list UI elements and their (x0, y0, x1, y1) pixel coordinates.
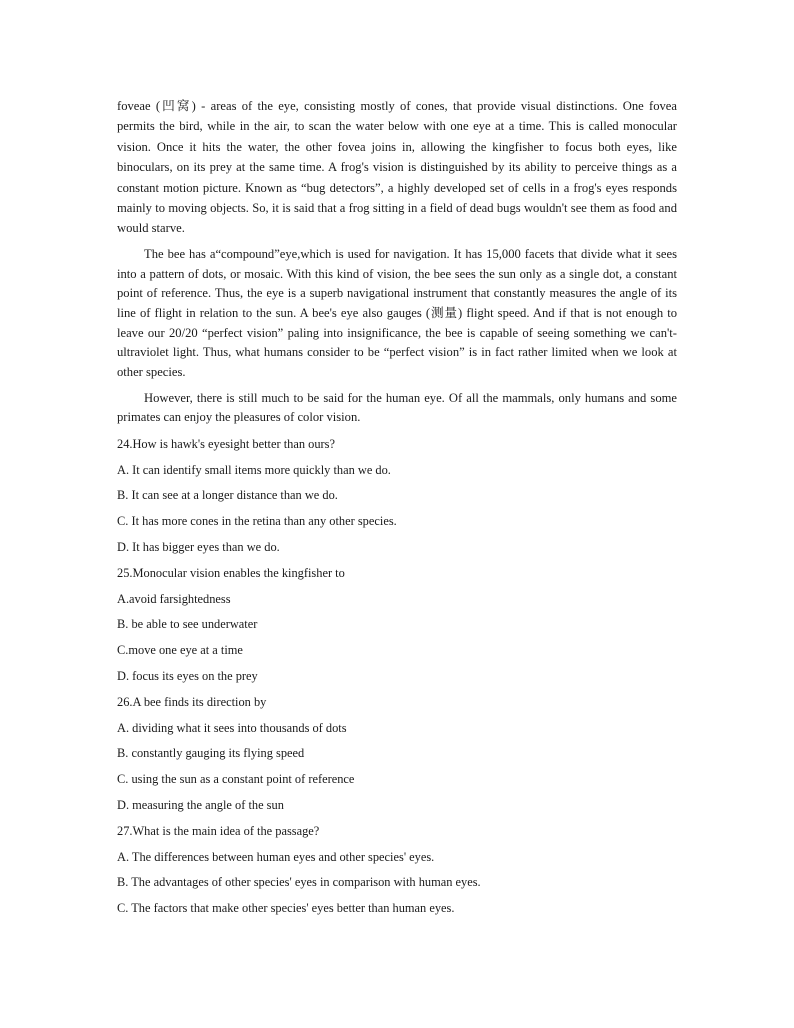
question-26-option-c: C. using the sun as a constant point of reference (117, 772, 355, 787)
question-24-option-a: A. It can identify small items more quickly than we do. (117, 462, 391, 477)
question-25-stem: 25.Monocular vision enables the kingfisher to (117, 565, 345, 580)
passage-paragraph-2: The bee has a“compound”eye,which is used for navigation. It has 15,000 facets that divide what it sees into a pattern of dots, or mosaic. With this kind of vision, the bee sees the sun only as a single dot, a constant point of reference. Thus, the eye is a superb navigational instrument that constantly measures the angle of its line of flight in relation to the sun. A bee's eye also gauges (测量) flight speed. And if that is not enough to leave our 20/20 “perfect vision” paling into insignificance, the bee is capable of seeing something we can't-ultraviolet light. Thus, what humans consider to be “perfect vision” is in fact rather limited when we look at other species. (117, 246, 677, 380)
question-25-option-c: C.move one eye at a time (117, 643, 243, 658)
question-26-stem: 26.A bee finds its direction by (117, 694, 267, 709)
question-24-stem: 24.How is hawk's eyesight better than ours? (117, 436, 335, 451)
question-26-option-b: B. constantly gauging its flying speed (117, 746, 305, 761)
question-27-option-c: C. The factors that make other species' eyes better than human eyes. (117, 901, 455, 916)
question-25-option-b: B. be able to see underwater (117, 617, 258, 632)
passage-paragraph-1: foveae (凹窝) - areas of the eye, consisting mostly of cones, that provide visual distinctions. One fovea permits the bird, while in the air, to scan the water below with one eye at a time. This is called monocular vision. Once it hits the water, the other fovea joins in, allowing the kingfisher to focus both eyes, like binoculars, on its prey at the same time. A frog's vision is distinguished by its ability to perceive things as a constant motion picture. Known as “bug detectors”, a highly developed set of cells in a frog's eyes responds mainly to moving objects. So, it is said that a frog sitting in a field of dead bugs wouldn't see them as food and would starve. (117, 99, 677, 236)
question-26-option-a: A. dividing what it sees into thousands of dots (117, 720, 347, 735)
question-26-option-d: D. measuring the angle of the sun (117, 797, 284, 812)
question-24-option-b: B. It can see at a longer distance than we do. (117, 488, 338, 503)
question-24-option-c: C. It has more cones in the retina than any other species. (117, 514, 397, 529)
question-25-option-d: D. focus its eyes on the prey (117, 668, 258, 683)
question-27-stem: 27.What is the main idea of the passage? (117, 823, 320, 838)
question-24-option-d: D. It has bigger eyes than we do. (117, 539, 280, 554)
question-25-option-a: A.avoid farsightedness (117, 591, 231, 606)
passage-paragraph-3: However, there is still much to be said for the human eye. Of all the mammals, only humans and some primates can enjoy the pleasures of color vision. (117, 390, 677, 424)
question-27-option-b: B. The advantages of other species' eyes in comparison with human eyes. (117, 875, 481, 890)
question-27-option-a: A. The differences between human eyes and other species' eyes. (117, 849, 435, 864)
question-list (117, 432, 677, 922)
exam-page (117, 96, 677, 922)
